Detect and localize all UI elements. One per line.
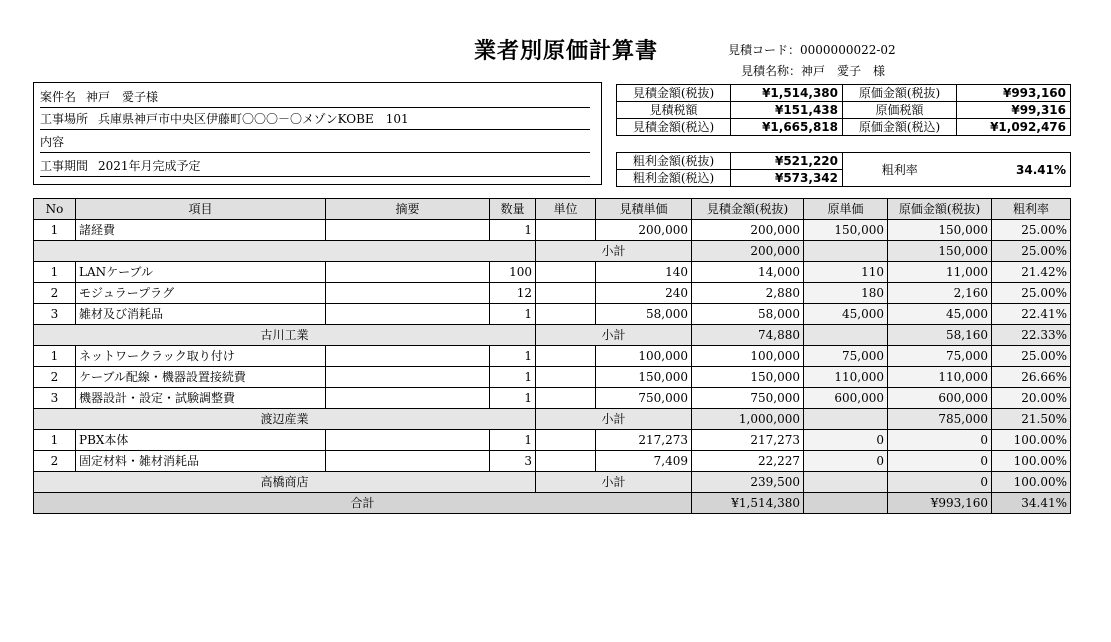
vendor-name: 渡辺産業 [34, 409, 536, 430]
row-rate: 21.42% [992, 262, 1071, 283]
row-rate: 26.66% [992, 367, 1071, 388]
summary-value: ¥993,160 [957, 85, 1071, 102]
total-label: 合計 [34, 493, 692, 514]
summary-value: ¥1,665,818 [731, 119, 843, 136]
row-item: PBX本体 [76, 430, 326, 451]
table-row [34, 304, 1071, 325]
row-amount: 750,000 [692, 388, 804, 409]
summary-value: ¥99,316 [957, 102, 1071, 119]
row-no: 1 [34, 262, 76, 283]
row-qty: 12 [490, 283, 536, 304]
row-no: 1 [34, 220, 76, 241]
row-item: ケーブル配線・機器設置接続費 [76, 367, 326, 388]
header-item: 項目 [76, 199, 326, 220]
subtotal-rate: 25.00% [992, 241, 1071, 262]
margin-label: 粗利率 [843, 153, 957, 187]
row-note [326, 304, 490, 325]
subtotal-amount: 239,500 [692, 472, 804, 493]
row-qty: 100 [490, 262, 536, 283]
header-qty: 数量 [490, 199, 536, 220]
row-rate: 25.00% [992, 283, 1071, 304]
profit-excl-value: ¥521,220 [731, 153, 843, 170]
row-amount: 150,000 [692, 367, 804, 388]
summary-row [617, 102, 1071, 119]
row-unit [536, 262, 596, 283]
estimate-name [741, 62, 885, 79]
row-price: 200,000 [596, 220, 692, 241]
estimate-code [728, 41, 896, 58]
subtotal-row [34, 409, 1071, 430]
row-cost-unit: 75,000 [804, 346, 888, 367]
row-cost-amount: 75,000 [888, 346, 992, 367]
row-no: 2 [34, 451, 76, 472]
amount-summary-table [616, 84, 1071, 136]
row-price: 100,000 [596, 346, 692, 367]
row-qty: 1 [490, 430, 536, 451]
row-note [326, 388, 490, 409]
row-cost-amount: 0 [888, 451, 992, 472]
subtotal-label: 小計 [536, 409, 692, 430]
row-note [326, 367, 490, 388]
header-cost-amount: 原価金額(税抜) [888, 199, 992, 220]
subtotal-amount: 74,880 [692, 325, 804, 346]
header-unit: 単位 [536, 199, 596, 220]
content-row [40, 134, 590, 153]
header-note: 摘要 [326, 199, 490, 220]
row-amount: 58,000 [692, 304, 804, 325]
row-item: 機器設計・設定・試験調整費 [76, 388, 326, 409]
row-note [326, 262, 490, 283]
row-rate: 25.00% [992, 220, 1071, 241]
summary-value: ¥151,438 [731, 102, 843, 119]
row-item: 諸経費 [76, 220, 326, 241]
row-amount: 2,880 [692, 283, 804, 304]
row-cost-unit: 45,000 [804, 304, 888, 325]
table-body [34, 220, 1071, 514]
vendor-name [34, 241, 536, 262]
site-label: 工事場所 [40, 112, 89, 126]
row-item: LANケーブル [76, 262, 326, 283]
subtotal-cost-unit [804, 472, 888, 493]
row-item: モジュラープラグ [76, 283, 326, 304]
table-row [34, 283, 1071, 304]
estimate-code-value: 0000000022-02 [800, 43, 896, 57]
row-cost-amount: 45,000 [888, 304, 992, 325]
row-unit [536, 367, 596, 388]
profit-summary-table [616, 152, 1071, 187]
document-title: 業者別原価計算書 [474, 39, 659, 64]
row-rate: 25.00% [992, 346, 1071, 367]
row-note [326, 451, 490, 472]
row-cost-unit: 600,000 [804, 388, 888, 409]
row-no: 1 [34, 346, 76, 367]
cost-detail-table [33, 198, 1071, 514]
row-no: 3 [34, 388, 76, 409]
header-cost-unit: 原単価 [804, 199, 888, 220]
table-row [34, 346, 1071, 367]
row-cost-amount: 150,000 [888, 220, 992, 241]
subtotal-cost-unit [804, 325, 888, 346]
row-price: 750,000 [596, 388, 692, 409]
subtotal-rate: 100.00% [992, 472, 1071, 493]
row-amount: 200,000 [692, 220, 804, 241]
subtotal-row [34, 241, 1071, 262]
subtotal-row [34, 472, 1071, 493]
row-rate: 100.00% [992, 430, 1071, 451]
row-note [326, 346, 490, 367]
row-unit [536, 283, 596, 304]
site-value: 兵庫県神戸市中央区伊藤町〇〇〇－〇メゾンKOBE 101 [98, 112, 409, 126]
period-value: 2021年月完成予定 [98, 159, 201, 173]
subtotal-rate: 22.33% [992, 325, 1071, 346]
project-info-box [33, 82, 602, 185]
row-price: 7,409 [596, 451, 692, 472]
row-qty: 1 [490, 346, 536, 367]
row-cost-unit: 150,000 [804, 220, 888, 241]
row-cost-unit: 0 [804, 430, 888, 451]
vendor-name: 古川工業 [34, 325, 536, 346]
row-cost-unit: 110,000 [804, 367, 888, 388]
row-note [326, 220, 490, 241]
row-qty: 1 [490, 367, 536, 388]
row-note [326, 430, 490, 451]
period-row [40, 158, 590, 177]
row-price: 140 [596, 262, 692, 283]
profit-incl-label: 粗利金額(税込) [617, 170, 731, 187]
subtotal-amount: 200,000 [692, 241, 804, 262]
summary-row [617, 119, 1071, 136]
row-cost-amount: 11,000 [888, 262, 992, 283]
summary-label: 原価税額 [843, 102, 957, 119]
case-row [40, 89, 590, 108]
case-label: 案件名 [40, 90, 77, 104]
row-unit [536, 388, 596, 409]
summary-label: 見積税額 [617, 102, 731, 119]
row-note [326, 283, 490, 304]
header-price: 見積単価 [596, 199, 692, 220]
row-qty: 1 [490, 220, 536, 241]
row-cost-amount: 600,000 [888, 388, 992, 409]
subtotal-rate: 21.50% [992, 409, 1071, 430]
margin-value: 34.41% [957, 153, 1071, 187]
profit-incl-value: ¥573,342 [731, 170, 843, 187]
table-row [34, 430, 1071, 451]
row-no: 1 [34, 430, 76, 451]
row-item: 固定材料・雑材消耗品 [76, 451, 326, 472]
subtotal-cost-amount: 150,000 [888, 241, 992, 262]
row-cost-amount: 110,000 [888, 367, 992, 388]
subtotal-cost-unit [804, 409, 888, 430]
row-item: ネットワークラック取り付け [76, 346, 326, 367]
summary-label: 原価金額(税抜) [843, 85, 957, 102]
subtotal-row [34, 325, 1071, 346]
header-amount: 見積金額(税抜) [692, 199, 804, 220]
profit-excl-label: 粗利金額(税抜) [617, 153, 731, 170]
summary-label: 見積金額(税抜) [617, 85, 731, 102]
row-qty: 1 [490, 388, 536, 409]
table-row [34, 367, 1071, 388]
subtotal-label: 小計 [536, 325, 692, 346]
subtotal-cost-amount: 785,000 [888, 409, 992, 430]
total-rate: 34.41% [992, 493, 1071, 514]
row-no: 3 [34, 304, 76, 325]
period-label: 工事期間 [40, 159, 89, 173]
header-no: No [34, 199, 76, 220]
row-amount: 100,000 [692, 346, 804, 367]
subtotal-cost-amount: 58,160 [888, 325, 992, 346]
row-cost-amount: 0 [888, 430, 992, 451]
total-row [34, 493, 1071, 514]
row-price: 240 [596, 283, 692, 304]
row-rate: 100.00% [992, 451, 1071, 472]
subtotal-label: 小計 [536, 241, 692, 262]
row-cost-unit: 180 [804, 283, 888, 304]
total-amount: ¥1,514,380 [692, 493, 804, 514]
table-row [34, 262, 1071, 283]
row-price: 58,000 [596, 304, 692, 325]
row-qty: 3 [490, 451, 536, 472]
summary-label: 見積金額(税込) [617, 119, 731, 136]
table-row [34, 388, 1071, 409]
total-cost-amount: ¥993,160 [888, 493, 992, 514]
row-qty: 1 [490, 304, 536, 325]
row-unit [536, 430, 596, 451]
row-no: 2 [34, 367, 76, 388]
table-header-row [34, 199, 1071, 220]
case-value: 神戸 愛子様 [86, 90, 159, 104]
site-row [40, 111, 590, 130]
table-row [34, 220, 1071, 241]
row-cost-unit: 110 [804, 262, 888, 283]
row-amount: 217,273 [692, 430, 804, 451]
summary-row [617, 85, 1071, 102]
summary-label: 原価金額(税込) [843, 119, 957, 136]
row-amount: 22,227 [692, 451, 804, 472]
vendor-name: 高橋商店 [34, 472, 536, 493]
row-rate: 20.00% [992, 388, 1071, 409]
row-cost-unit: 0 [804, 451, 888, 472]
subtotal-amount: 1,000,000 [692, 409, 804, 430]
row-cost-amount: 2,160 [888, 283, 992, 304]
subtotal-cost-amount: 0 [888, 472, 992, 493]
estimate-code-label: 見積コード： [728, 43, 801, 57]
row-item: 雑材及び消耗品 [76, 304, 326, 325]
subtotal-label: 小計 [536, 472, 692, 493]
summary-value: ¥1,092,476 [957, 119, 1071, 136]
row-unit [536, 451, 596, 472]
row-amount: 14,000 [692, 262, 804, 283]
summary-value: ¥1,514,380 [731, 85, 843, 102]
profit-row [617, 153, 1071, 170]
estimate-name-value: 神戸 愛子 様 [801, 64, 886, 78]
row-unit [536, 346, 596, 367]
row-rate: 22.41% [992, 304, 1071, 325]
total-cost-unit [804, 493, 888, 514]
row-unit [536, 304, 596, 325]
row-unit [536, 220, 596, 241]
subtotal-cost-unit [804, 241, 888, 262]
row-no: 2 [34, 283, 76, 304]
estimate-name-label: 見積名称： [741, 64, 802, 78]
row-price: 217,273 [596, 430, 692, 451]
row-price: 150,000 [596, 367, 692, 388]
table-row [34, 451, 1071, 472]
content-label: 内容 [40, 135, 65, 149]
header-rate: 粗利率 [992, 199, 1071, 220]
